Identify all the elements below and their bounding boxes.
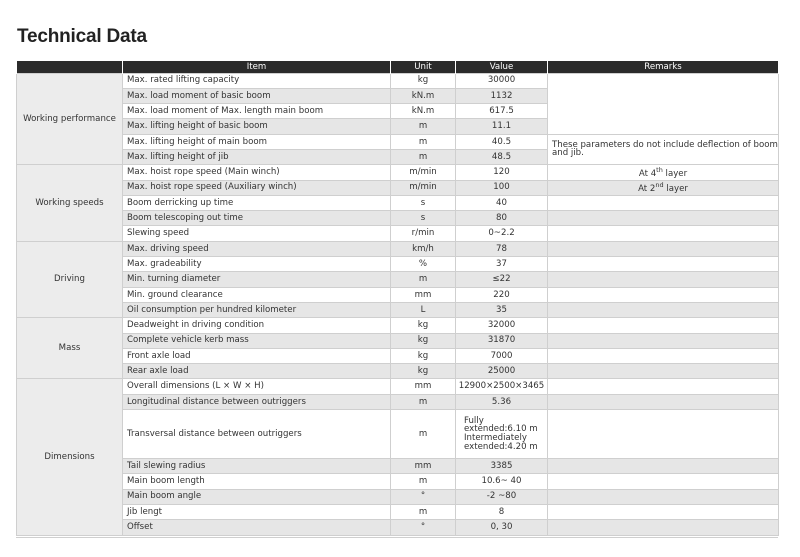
remark-cell <box>548 333 779 348</box>
remark-text: layer <box>663 183 688 194</box>
value-cell: 3385 <box>456 459 548 474</box>
table-row <box>17 165 779 180</box>
remark-cell <box>548 287 779 302</box>
remark-cell <box>548 474 779 489</box>
header-value: Value <box>456 61 548 73</box>
value-line: extended:6.10 m <box>464 424 538 435</box>
table-body <box>17 73 779 535</box>
value-cell: 40 <box>456 195 548 210</box>
unit-cell: m <box>391 272 456 287</box>
header-unit: Unit <box>391 61 456 73</box>
table-row <box>17 333 779 348</box>
item-cell: Main boom length <box>123 474 391 489</box>
item-cell: Min. ground clearance <box>123 287 391 302</box>
unit-cell: m/min <box>391 180 456 195</box>
remark-text: At 4 <box>638 168 657 179</box>
unit-cell: m <box>391 410 456 459</box>
table-row <box>17 211 779 226</box>
item-cell: Deadweight in driving condition <box>123 318 391 333</box>
value-cell: ≤22 <box>456 272 548 287</box>
item-cell: Max. hoist rope speed (Main winch) <box>123 165 391 180</box>
value-cell: 32000 <box>456 318 548 333</box>
table-row <box>17 474 779 489</box>
value-cell: 78 <box>456 241 548 256</box>
item-cell: Max. hoist rope speed (Auxiliary winch) <box>123 180 391 195</box>
remark-superscript: nd <box>655 181 664 189</box>
remark-cell <box>548 241 779 256</box>
unit-cell: kg <box>391 333 456 348</box>
remark-cell <box>548 211 779 226</box>
value-cell: 12900×2500×3465 <box>456 379 548 394</box>
table-row <box>17 348 779 363</box>
item-cell: Max. lifting height of jib <box>123 149 391 164</box>
value-cell: 11.1 <box>456 119 548 134</box>
header-item: Item <box>123 61 391 73</box>
item-cell: Max. load moment of basic boom <box>123 88 391 103</box>
remark-cell <box>548 165 779 180</box>
unit-cell: m <box>391 394 456 409</box>
remark-cell <box>548 226 779 241</box>
value-cell: 0, 30 <box>456 520 548 535</box>
remark-cell <box>548 394 779 409</box>
table-row <box>17 134 779 149</box>
unit-cell: kN.m <box>391 104 456 119</box>
value-line: extended:4.20 m <box>464 441 538 452</box>
value-cell <box>456 410 548 459</box>
item-cell: Max. lifting height of basic boom <box>123 119 391 134</box>
table-row <box>17 272 779 287</box>
value-cell: 5.36 <box>456 394 548 409</box>
table-row <box>17 287 779 302</box>
table-row <box>17 195 779 210</box>
value-line: Intermediately <box>464 433 527 444</box>
value-cell: 37 <box>456 257 548 272</box>
category-label: Dimensions <box>17 379 123 535</box>
item-cell: Longitudinal distance between outriggers <box>123 394 391 409</box>
unit-cell: mm <box>391 459 456 474</box>
table-row <box>17 364 779 379</box>
table-row <box>17 241 779 256</box>
header-remarks: Remarks <box>548 61 779 73</box>
table-row <box>17 257 779 272</box>
remark-cell <box>548 73 779 134</box>
unit-cell: km/h <box>391 241 456 256</box>
page-title: Technical Data <box>17 26 147 47</box>
table-row <box>17 394 779 409</box>
unit-cell: m <box>391 149 456 164</box>
value-cell: -2 ~80 <box>456 489 548 504</box>
item-cell: Complete vehicle kerb mass <box>123 333 391 348</box>
unit-cell: kN.m <box>391 88 456 103</box>
remark-cell <box>548 504 779 519</box>
item-cell: Max. lifting height of main boom <box>123 134 391 149</box>
value-cell: 48.5 <box>456 149 548 164</box>
item-cell: Offset <box>123 520 391 535</box>
value-cell: 10.6~ 40 <box>456 474 548 489</box>
unit-cell: m/min <box>391 165 456 180</box>
table-row <box>17 318 779 333</box>
value-cell: 8 <box>456 504 548 519</box>
unit-cell: r/min <box>391 226 456 241</box>
table-row <box>17 520 779 535</box>
item-cell: Main boom angle <box>123 489 391 504</box>
unit-cell: L <box>391 302 456 317</box>
category-label: Driving <box>17 241 123 317</box>
value-cell: 120 <box>456 165 548 180</box>
unit-cell: m <box>391 134 456 149</box>
value-cell: 1132 <box>456 88 548 103</box>
unit-cell: mm <box>391 379 456 394</box>
value-cell: 25000 <box>456 364 548 379</box>
remark-cell <box>548 410 779 459</box>
remark-cell <box>548 272 779 287</box>
unit-cell: kg <box>391 318 456 333</box>
value-cell: 80 <box>456 211 548 226</box>
remark-cell <box>548 364 779 379</box>
remark-text: layer <box>662 168 688 179</box>
item-cell: Max. gradeability <box>123 257 391 272</box>
remark-cell <box>548 180 779 195</box>
item-cell: Min. turning diameter <box>123 272 391 287</box>
table-row <box>17 73 779 88</box>
unit-cell: mm <box>391 287 456 302</box>
value-cell: 31870 <box>456 333 548 348</box>
table-row <box>17 459 779 474</box>
remark-superscript: th <box>656 165 663 174</box>
unit-cell: kg <box>391 73 456 88</box>
remark-cell <box>548 520 779 535</box>
value-cell: 0~2.2 <box>456 226 548 241</box>
item-cell: Oil consumption per hundred kilometer <box>123 302 391 317</box>
remark-text: At 2 <box>638 183 656 194</box>
table-row <box>17 302 779 317</box>
value-line: Fully <box>464 415 484 426</box>
item-cell: Boom telescoping out time <box>123 211 391 226</box>
table-row <box>17 379 779 394</box>
category-label: Working performance <box>17 73 123 165</box>
remark-cell: These parameters do not include deflection of boom and jib. <box>548 134 779 165</box>
table-header-row <box>17 61 779 73</box>
value-cell: 30000 <box>456 73 548 88</box>
remark-cell <box>548 459 779 474</box>
table-row <box>17 489 779 504</box>
header-category <box>17 61 123 73</box>
table-row <box>17 180 779 195</box>
remark-cell <box>548 348 779 363</box>
table-row <box>17 226 779 241</box>
remark-cell <box>548 195 779 210</box>
value-cell: 100 <box>456 180 548 195</box>
item-cell: Boom derricking up time <box>123 195 391 210</box>
remark-cell <box>548 302 779 317</box>
remark-cell <box>548 318 779 333</box>
unit-cell: ° <box>391 520 456 535</box>
unit-cell: m <box>391 474 456 489</box>
item-cell: Overall dimensions (L × W × H) <box>123 379 391 394</box>
technical-data-table <box>16 61 779 536</box>
remark-cell <box>548 379 779 394</box>
unit-cell: kg <box>391 348 456 363</box>
item-cell: Max. load moment of Max. length main boom <box>123 104 391 119</box>
category-label: Working speeds <box>17 165 123 241</box>
remark-cell <box>548 489 779 504</box>
category-label: Mass <box>17 318 123 379</box>
unit-cell: s <box>391 195 456 210</box>
unit-cell: ° <box>391 489 456 504</box>
value-cell: 220 <box>456 287 548 302</box>
value-cell: 617.5 <box>456 104 548 119</box>
unit-cell: s <box>391 211 456 226</box>
value-cell: 7000 <box>456 348 548 363</box>
table-row <box>17 504 779 519</box>
item-cell: Rear axle load <box>123 364 391 379</box>
item-cell: Slewing speed <box>123 226 391 241</box>
unit-cell: % <box>391 257 456 272</box>
item-cell: Max. rated lifting capacity <box>123 73 391 88</box>
remark-cell <box>548 257 779 272</box>
item-cell: Max. driving speed <box>123 241 391 256</box>
item-cell: Transversal distance between outriggers <box>123 410 391 459</box>
unit-cell: m <box>391 504 456 519</box>
item-cell: Front axle load <box>123 348 391 363</box>
unit-cell: m <box>391 119 456 134</box>
value-cell: 35 <box>456 302 548 317</box>
value-cell: 40.5 <box>456 134 548 149</box>
unit-cell: kg <box>391 364 456 379</box>
table-row <box>17 410 779 459</box>
item-cell: Tail slewing radius <box>123 459 391 474</box>
item-cell: Jib lengt <box>123 504 391 519</box>
table-bottom-rule <box>16 537 778 538</box>
